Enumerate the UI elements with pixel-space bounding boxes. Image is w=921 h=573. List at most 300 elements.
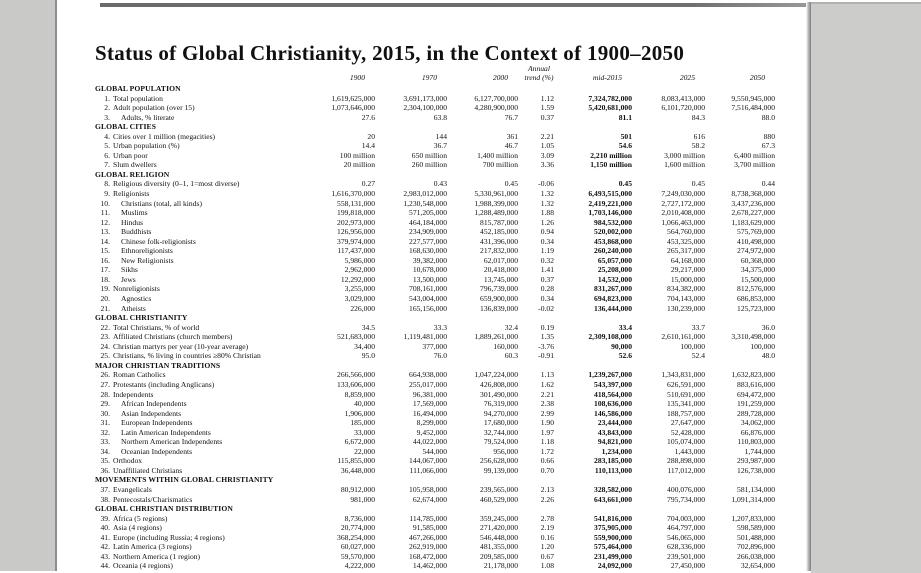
cell-value: 628,336,000: [667, 542, 705, 552]
row-label: [95, 409, 275, 419]
cell-value: 1.41: [540, 265, 554, 275]
cell-value: 368,254,000: [337, 532, 375, 542]
cell-value: 108,636,000: [594, 399, 632, 409]
row-number: 36.: [100, 465, 110, 475]
cell-value: 564,760,000: [667, 227, 705, 237]
cell-value: 1.20: [540, 542, 554, 552]
cell-value: 100 million: [339, 150, 375, 160]
cell-value: 1,443,000: [674, 446, 705, 456]
cell-value: 188,757,000: [667, 408, 705, 418]
row-number: 33.: [100, 437, 110, 447]
cell-value: 10,678,000: [412, 265, 447, 275]
row-label: [95, 151, 275, 161]
table-row: [95, 237, 775, 247]
table-row: [95, 323, 775, 333]
table-row: [95, 342, 775, 352]
table-row: [95, 428, 775, 438]
cell-value: 0.32: [540, 255, 554, 265]
row-label: [95, 561, 275, 571]
cell-value: 44,022,000: [412, 437, 447, 447]
row-label-text: Christians (total, all kinds): [121, 198, 202, 208]
row-label: [95, 132, 275, 142]
cell-value: 1,066,463,000: [661, 217, 705, 227]
cell-value: 0.34: [540, 236, 554, 246]
cell-value: 541,816,000: [594, 513, 632, 523]
row-label: [95, 342, 275, 352]
row-number: 7.: [104, 160, 110, 170]
cell-value: 6,127,700,000: [474, 93, 518, 103]
row-label-text: African Independents: [121, 399, 187, 409]
cell-value: 136,839,000: [480, 303, 518, 313]
cell-value: 14,462,000: [412, 561, 447, 571]
table-row: [95, 542, 775, 552]
cell-value: 1,600 million: [664, 160, 705, 170]
cell-value: 8,083,413,000: [661, 93, 705, 103]
cell-value: 1,619,625,000: [331, 93, 375, 103]
row-number: 21.: [100, 303, 110, 313]
cell-value: 1,703,146,000: [588, 208, 632, 218]
cell-value: 0.43: [433, 179, 447, 189]
row-label-text: Chinese folk-religionists: [121, 236, 196, 246]
row-label: [95, 227, 275, 237]
table-row: [95, 284, 775, 294]
row-label: [95, 542, 275, 552]
cell-value: 1,207,833,000: [731, 513, 775, 523]
cell-value: 1,744,000: [744, 446, 775, 456]
table-row: [95, 552, 775, 562]
cell-value: 2,419,221,000: [588, 198, 632, 208]
cell-value: 33,000: [354, 427, 375, 437]
cell-value: 144: [435, 131, 447, 141]
cell-value: 110,113,000: [594, 465, 632, 475]
cell-value: 2,727,172,000: [661, 198, 705, 208]
cell-value: 546,065,000: [667, 532, 705, 542]
cell-value: 64,168,000: [670, 255, 705, 265]
cell-value: 0.67: [540, 551, 554, 561]
cell-value: 283,185,000: [594, 456, 632, 466]
row-label-text: Evangelicals: [113, 484, 152, 494]
cell-value: 21,178,000: [483, 561, 518, 571]
cell-value: 239,501,000: [667, 551, 705, 561]
cell-value: 111,066,000: [409, 465, 447, 475]
cell-value: 3,700 million: [734, 160, 775, 170]
cell-value: 8,738,368,000: [731, 189, 775, 199]
table-row: [95, 409, 775, 419]
cell-value: 0.45: [504, 179, 518, 189]
cell-value: 105,958,000: [409, 484, 447, 494]
row-number: 30.: [100, 408, 110, 418]
row-label-text: Muslims: [121, 208, 148, 218]
cell-value: 464,797,000: [667, 523, 705, 533]
cell-value: 7,249,030,000: [661, 189, 705, 199]
row-label: [95, 199, 275, 209]
row-number: 20.: [100, 294, 110, 304]
cell-value: 510,691,000: [667, 389, 705, 399]
cell-value: 105,074,000: [667, 437, 705, 447]
row-label-text: Europe (including Russia; 4 regions): [113, 532, 225, 542]
cell-value: 60,027,000: [340, 542, 375, 552]
row-label-text: Oceania (4 regions): [113, 561, 173, 571]
table-row: [95, 265, 775, 275]
row-label-text: Adult population (over 15): [113, 103, 195, 113]
cell-value: 8,299,000: [416, 418, 447, 428]
section-heading: GLOBAL POPULATION: [95, 84, 181, 93]
table-row: [95, 208, 775, 218]
cell-value: 94,821,000: [597, 437, 632, 447]
row-label: [95, 237, 275, 247]
table-row: [95, 332, 775, 342]
cell-value: 6,493,515,000: [588, 189, 632, 199]
cell-value: 20,774,000: [340, 523, 375, 533]
cell-value: 2.13: [540, 484, 554, 494]
table-row: [95, 561, 775, 571]
row-label: [95, 160, 275, 170]
row-number: 6.: [104, 150, 110, 160]
cell-value: 88.0: [761, 112, 775, 122]
cell-value: 66,876,000: [740, 427, 775, 437]
cell-value: 231,499,000: [594, 551, 632, 561]
cell-value: 94,270,000: [483, 408, 518, 418]
cell-value: 0.19: [540, 322, 554, 332]
row-number: 39.: [100, 513, 110, 523]
table-row: [95, 390, 775, 400]
cell-value: 39,382,000: [412, 255, 447, 265]
cell-value: 431,396,000: [480, 236, 518, 246]
section-heading: GLOBAL CITIES: [95, 122, 157, 132]
cell-value: 0.45: [618, 179, 632, 189]
cell-value: 1.13: [540, 370, 554, 380]
cell-value: 22,000: [354, 446, 375, 456]
cell-value: 239,565,000: [480, 484, 518, 494]
cell-value: 410,498,000: [737, 236, 775, 246]
cell-value: 659,900,000: [480, 294, 518, 304]
table-row: [95, 485, 775, 495]
row-label-text: European Independents: [121, 418, 193, 428]
cell-value: 834,382,000: [667, 284, 705, 294]
cell-value: 114,785,000: [409, 513, 447, 523]
section-heading: GLOBAL CHRISTIANITY: [95, 313, 188, 323]
cell-value: 0.94: [540, 227, 554, 237]
cell-value: 34,375,000: [740, 265, 775, 275]
cell-value: 0.44: [761, 179, 775, 189]
cell-value: 694,823,000: [594, 294, 632, 304]
row-number: 23.: [100, 332, 110, 342]
cell-value: 160,000: [493, 341, 518, 351]
cell-value: 96,381,000: [412, 389, 447, 399]
section-heading: MAJOR CHRISTIAN TRADITIONS: [95, 360, 221, 370]
cell-value: 1.90: [540, 418, 554, 428]
cell-value: 1,119,481,000: [403, 332, 447, 342]
row-number: 40.: [100, 523, 110, 533]
cell-value: 686,853,000: [737, 294, 775, 304]
row-number: 1.: [104, 93, 110, 103]
viewer-canvas-left: [0, 0, 57, 571]
row-label: [95, 218, 275, 228]
viewer-canvas-right: [811, 2, 921, 573]
row-label-text: Roman Catholics: [113, 370, 166, 380]
cell-value: 795,734,000: [667, 494, 705, 504]
cell-value: 16,494,000: [412, 408, 447, 418]
cell-value: 99,139,000: [483, 465, 518, 475]
row-label: [95, 523, 275, 533]
row-label: [95, 351, 275, 361]
row-label: [95, 179, 275, 189]
cell-value: 33.4: [618, 322, 632, 332]
table-body: [95, 84, 775, 571]
column-header-mid-2015: mid-2015: [592, 72, 622, 82]
cell-value: 2.99: [540, 408, 554, 418]
cell-value: 265,317,000: [667, 246, 705, 256]
row-label: [95, 275, 275, 285]
cell-value: 54.6: [618, 141, 632, 151]
cell-value: 359,245,000: [480, 513, 518, 523]
row-label: [95, 428, 275, 438]
row-number: 4.: [104, 131, 110, 141]
cell-value: 708,161,000: [409, 284, 447, 294]
table-row: [95, 246, 775, 256]
cell-value: 256,628,000: [480, 456, 518, 466]
cell-value: 33.3: [433, 322, 447, 332]
row-label: [95, 294, 275, 304]
cell-value: 63.8: [433, 112, 447, 122]
row-number: 3.: [104, 112, 110, 122]
cell-value: 1.26: [540, 217, 554, 227]
row-number: 13.: [100, 227, 110, 237]
cell-value: 8,736,000: [344, 513, 375, 523]
row-number: 19.: [100, 284, 110, 294]
cell-value: 20,418,000: [483, 265, 518, 275]
row-label: [95, 437, 275, 447]
row-number: 14.: [100, 236, 110, 246]
cell-value: 1,616,370,000: [331, 189, 375, 199]
cell-value: 217,832,000: [480, 246, 518, 256]
row-label-text: Asian Independents: [121, 408, 182, 418]
row-label: [95, 332, 275, 342]
cell-value: 0.16: [540, 532, 554, 542]
cell-value: 76,319,000: [483, 399, 518, 409]
cell-value: 0.27: [361, 179, 375, 189]
cell-value: 234,909,000: [409, 227, 447, 237]
cell-value: 84.3: [691, 112, 705, 122]
row-label-text: Christians, % living in countries ≥80% Christian: [113, 351, 261, 361]
cell-value: 0.37: [540, 274, 554, 284]
cell-value: 36,448,000: [340, 465, 375, 475]
row-label: [95, 304, 275, 314]
cell-value: 418,564,000: [594, 389, 632, 399]
cell-value: 293,987,000: [737, 456, 775, 466]
cell-value: 5,986,000: [344, 255, 375, 265]
table-row: [95, 179, 775, 189]
row-number: 37.: [100, 484, 110, 494]
cell-value: 144,067,000: [409, 456, 447, 466]
cell-value: 17,569,000: [412, 399, 447, 409]
cell-value: 3,029,000: [344, 294, 375, 304]
cell-value: 1,234,000: [601, 446, 632, 456]
row-label-text: Latin American Independents: [121, 427, 211, 437]
cell-value: -0.02: [538, 303, 554, 313]
cell-value: 1,091,314,000: [731, 494, 775, 504]
table-row: [95, 418, 775, 428]
row-label: [95, 94, 275, 104]
cell-value: -0.06: [538, 179, 554, 189]
cell-value: 2,962,000: [344, 265, 375, 275]
cell-value: 3.09: [540, 150, 554, 160]
cell-value: 8,859,000: [344, 389, 375, 399]
row-label-text: Latin America (3 regions): [113, 542, 192, 552]
row-label: [95, 256, 275, 266]
cell-value: 1,288,489,000: [474, 208, 518, 218]
cell-value: 12,292,000: [340, 274, 375, 284]
row-number: 22.: [100, 322, 110, 332]
row-number: 5.: [104, 141, 110, 151]
column-header-annual-trend: [518, 64, 554, 82]
row-label-text: Buddhists: [121, 227, 152, 237]
cell-value: 664,938,000: [409, 370, 447, 380]
cell-value: 81.1: [618, 112, 632, 122]
table-row: [95, 94, 775, 104]
cell-value: 1.88: [540, 208, 554, 218]
cell-value: 3,000 million: [664, 150, 705, 160]
cell-value: 4,222,000: [344, 561, 375, 571]
cell-value: 80,912,000: [340, 484, 375, 494]
cell-value: 60.3: [504, 351, 518, 361]
cell-value: 1.08: [540, 561, 554, 571]
row-number: 31.: [100, 418, 110, 428]
row-label-text: Pentecostals/Charismatics: [113, 494, 193, 504]
cell-value: 76.7: [504, 112, 518, 122]
cell-value: 27,647,000: [670, 418, 705, 428]
cell-value: 1.59: [540, 103, 554, 113]
table-row: [95, 227, 775, 237]
row-number: 43.: [100, 551, 110, 561]
cell-value: 65,057,000: [597, 255, 632, 265]
cell-value: 0.70: [540, 465, 554, 475]
cell-value: 260 million: [411, 160, 447, 170]
cell-value: 5,420,681,000: [588, 103, 632, 113]
cell-value: 481,355,000: [480, 542, 518, 552]
cell-value: 2,210 million: [590, 150, 632, 160]
cell-value: 32,744,000: [483, 427, 518, 437]
cell-value: 575,464,000: [594, 542, 632, 552]
cell-value: 25,208,000: [597, 265, 632, 275]
row-label-text: Protestants (including Anglicans): [113, 379, 215, 389]
cell-value: 2.21: [540, 389, 554, 399]
row-number: 26.: [100, 370, 110, 380]
row-label-text: Total Christians, % of world: [113, 322, 200, 332]
table-row: [95, 495, 775, 505]
column-header-1900: 1900: [349, 72, 365, 82]
cell-value: 2,983,012,000: [403, 189, 447, 199]
cell-value: 467,266,000: [409, 532, 447, 542]
cell-value: 29,217,000: [670, 265, 705, 275]
table-row: [95, 399, 775, 409]
cell-value: 13,500,000: [412, 274, 447, 284]
row-label: [95, 418, 275, 428]
row-label-text: Africa (5 regions): [113, 513, 168, 523]
row-label-text: Unaffiliated Christians: [113, 465, 183, 475]
row-label-text: Oceanian Independents: [121, 446, 193, 456]
row-label: [95, 246, 275, 256]
cell-value: 43,843,000: [597, 427, 632, 437]
cell-value: 2.78: [540, 513, 554, 523]
table-row: [95, 218, 775, 228]
cell-value: 3,691,173,000: [403, 93, 447, 103]
row-number: 15.: [100, 246, 110, 256]
cell-value: 136,444,000: [594, 303, 632, 313]
cell-value: 168,630,000: [409, 246, 447, 256]
cell-value: 520,002,000: [594, 227, 632, 237]
row-number: 42.: [100, 542, 110, 552]
section-heading: GLOBAL RELIGION: [95, 169, 170, 179]
cell-value: 34,062,000: [740, 418, 775, 428]
row-label: [95, 495, 275, 505]
cell-value: 2.38: [540, 399, 554, 409]
table-row: [95, 380, 775, 390]
cell-value: 377,000: [422, 341, 447, 351]
cell-value: 62,674,000: [412, 494, 447, 504]
cell-value: 185,000: [350, 418, 375, 428]
cell-value: 52,428,000: [670, 427, 705, 437]
row-label-text: Religionists: [113, 189, 150, 199]
cell-value: 209,585,000: [480, 551, 518, 561]
table-row: [95, 294, 775, 304]
cell-value: 9,452,000: [416, 427, 447, 437]
row-label: [95, 380, 275, 390]
row-label-text: Slum dwellers: [113, 160, 157, 170]
row-number: 10.: [100, 198, 110, 208]
cell-value: 202,973,000: [337, 217, 375, 227]
cell-value: 6,672,000: [344, 437, 375, 447]
cell-value: 15,500,000: [740, 274, 775, 284]
table-row: [95, 275, 775, 285]
cell-value: 262,919,000: [409, 542, 447, 552]
cell-value: 32,654,000: [740, 561, 775, 571]
cell-value: 20: [367, 131, 375, 141]
cell-value: 375,905,000: [594, 523, 632, 533]
cell-value: 95.0: [361, 351, 375, 361]
cell-value: 0.37: [540, 112, 554, 122]
cell-value: 2,010,408,000: [661, 208, 705, 218]
cell-value: 1.05: [540, 141, 554, 151]
cell-value: 125,723,000: [737, 303, 775, 313]
cell-value: 117,012,000: [667, 465, 705, 475]
cell-value: 543,397,000: [594, 379, 632, 389]
table-row: [95, 351, 775, 361]
table-row: [95, 466, 775, 476]
cell-value: 598,589,000: [737, 523, 775, 533]
cell-value: 288,898,000: [667, 456, 705, 466]
cell-value: 1,906,000: [344, 408, 375, 418]
annual-trend-line1: Annual: [528, 63, 550, 73]
cell-value: 0.45: [691, 179, 705, 189]
cell-value: 135,341,000: [667, 399, 705, 409]
row-number: 44.: [100, 561, 110, 571]
cell-value: 34.5: [361, 322, 375, 332]
cell-value: 984,532,000: [594, 217, 632, 227]
cell-value: 981,000: [350, 494, 375, 504]
cell-value: 226,000: [350, 303, 375, 313]
cell-value: 1,400 million: [477, 150, 518, 160]
cell-value: 1,150 million: [590, 160, 632, 170]
row-label-text: Jews: [121, 274, 136, 284]
section-heading: GLOBAL CHRISTIAN DISTRIBUTION: [95, 504, 233, 514]
cell-value: 33.7: [691, 322, 705, 332]
cell-value: 521,683,000: [337, 332, 375, 342]
cell-value: 543,004,000: [409, 294, 447, 304]
cell-value: 40,000: [354, 399, 375, 409]
row-label-text: Adults, % literate: [121, 112, 175, 122]
column-header-2000: 2000: [492, 72, 508, 82]
